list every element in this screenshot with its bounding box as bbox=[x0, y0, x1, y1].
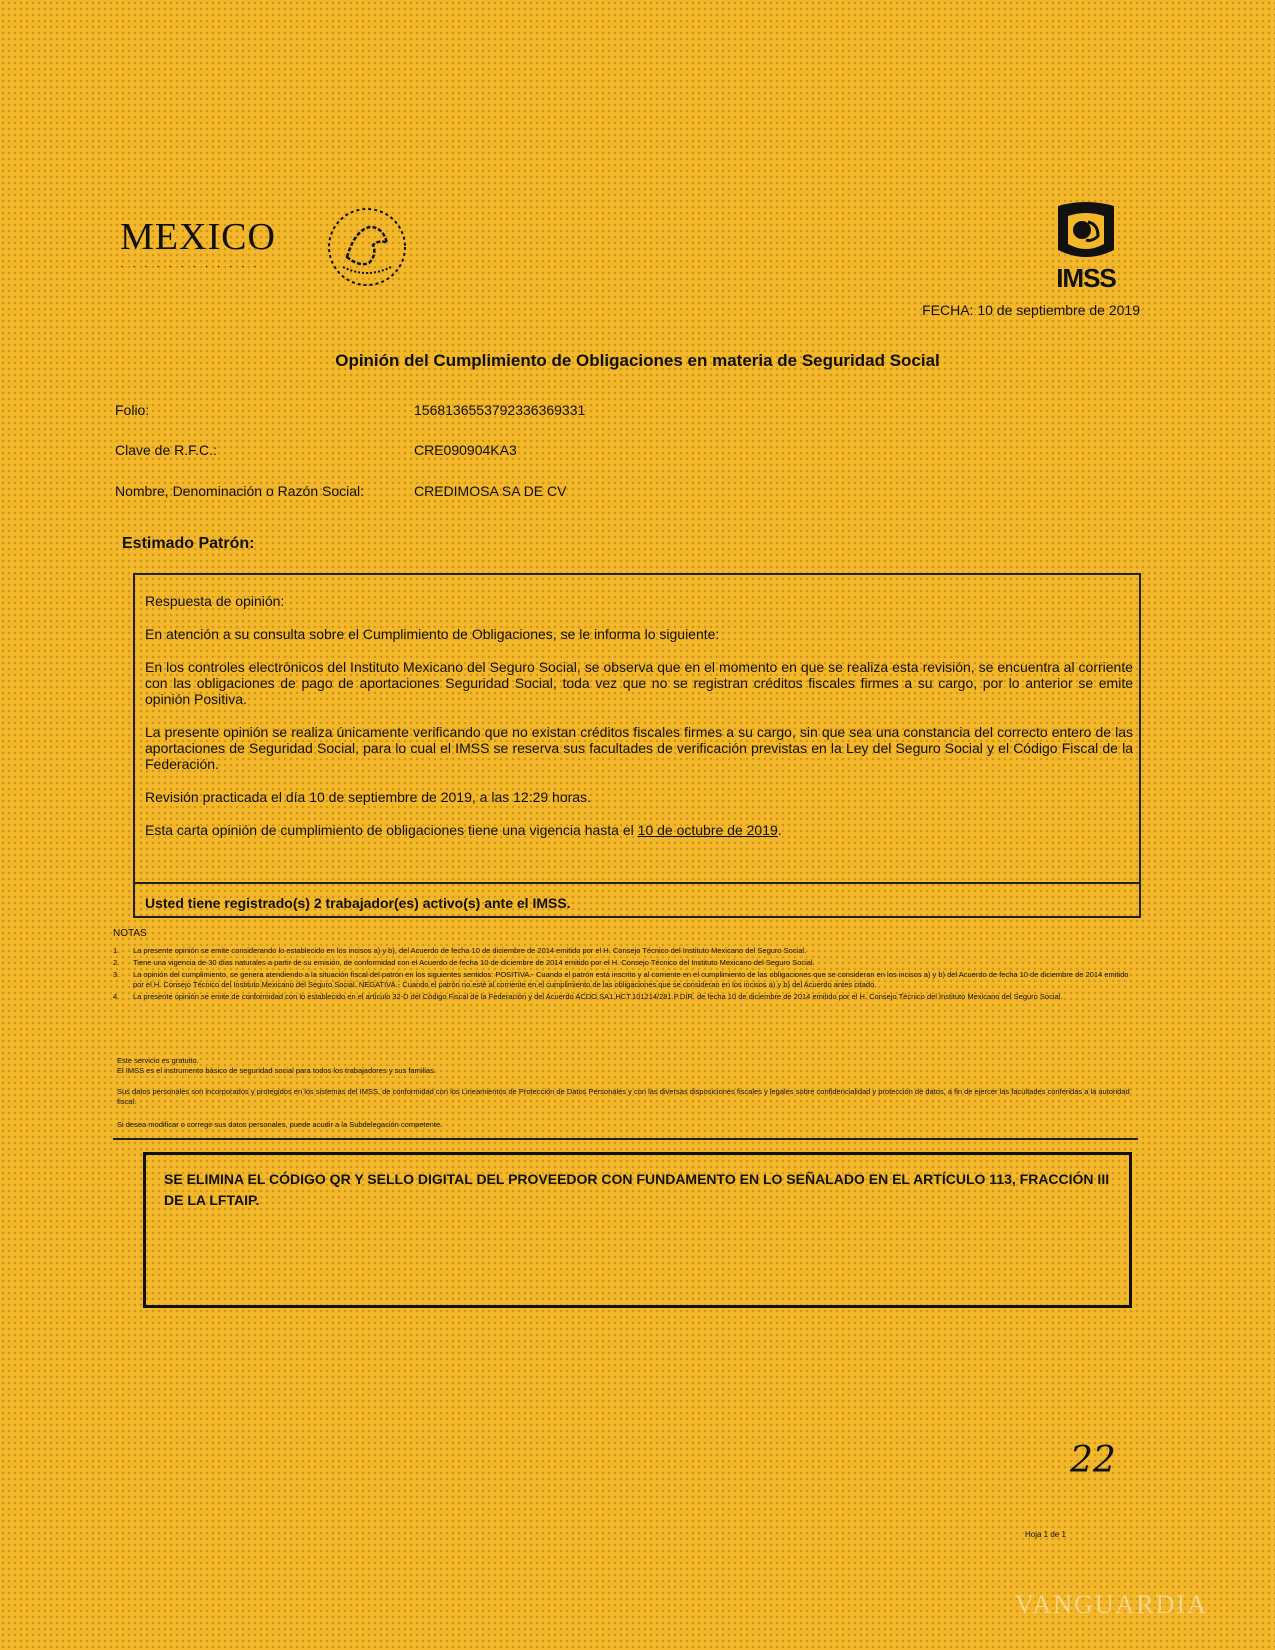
validity-date: 10 de octubre de 2019 bbox=[637, 822, 778, 838]
folio-label: Folio: bbox=[115, 402, 150, 418]
coat-of-arms-seal-icon bbox=[325, 205, 410, 290]
note-text: La opinión del cumplimiento, se genera atendiendo a la situación fiscal del patrón en los siguientes sentidos: POSITIVA.- Cuando el patrón está inscrito y al corriente en el cumplimiento de las obligaciones que se consideran en los incisos a) y b) del Acuerdo de fecha 10 de diciembre de 2014 emitido por el H. Consejo Técnico del Instituto Mexicano del Seguro Social. NEGATIVA.- Cuando el patrón no esté al corriente en el cumplimiento de las obligaciones que se consideran en los incisos a) y b) del Acuerdo antes citado. bbox=[133, 970, 1129, 989]
razon-social-value: CREDIMOSA SA DE CV bbox=[414, 483, 567, 499]
note-text: La presente opinión se emite de conformidad con lo establecido en el artículo 32-D del Código Fiscal de la Federación y del Acuerdo ACDO.SA1.HCT.101214/281.P.DIR. de fecha 10 de diciembre de 2014 emitido por el H. Consejo Técnico del Instituto Mexicano del Seguro Social. bbox=[133, 992, 1063, 1001]
validity-prefix: Esta carta opinión de cumplimiento de obligaciones tiene una vigencia hasta el bbox=[145, 822, 638, 838]
note-item bbox=[113, 946, 1138, 956]
note-number: 2. bbox=[113, 958, 120, 967]
rfc-value: CRE090904KA3 bbox=[414, 442, 517, 458]
note-number: 3. bbox=[113, 970, 120, 979]
redaction-notice: SE ELIMINA EL CÓDIGO QR Y SELLO DIGITAL DEL PROVEEDOR CON FUNDAMENTO EN LO SEÑALADO EN EL ARTÍCULO 113, FRACCIÓN III DE LA LFTAIP. bbox=[164, 1171, 1110, 1208]
note-number: 4. bbox=[113, 992, 120, 1001]
box-divider bbox=[135, 882, 1139, 884]
folio-value: 1568136553792336369331 bbox=[414, 402, 586, 418]
notes-title: NOTAS bbox=[113, 928, 147, 939]
rfc-label: Clave de R.F.C.: bbox=[115, 442, 217, 458]
mexico-logo-underline: · · · · · · · · · · · · bbox=[120, 261, 260, 272]
watermark: VANGUARDIA bbox=[1015, 1590, 1208, 1619]
notes-list bbox=[113, 946, 1138, 1004]
note-item bbox=[113, 970, 1138, 990]
imss-logo-text: IMSS bbox=[1056, 263, 1116, 293]
greeting: Estimado Patrón: bbox=[122, 535, 255, 552]
info-data-correction: Si desea modificar o corregir sus datos personales, puede acudir a la Subdelegación competente. bbox=[117, 1120, 443, 1129]
info-imss-mission: El IMSS es el instrumento básico de seguridad social para todos los trabajadores y sus familias. bbox=[117, 1066, 436, 1075]
note-item bbox=[113, 992, 1138, 1002]
validity-paragraph bbox=[145, 822, 1133, 838]
opinion-heading: Respuesta de opinión: bbox=[145, 593, 285, 609]
page-indicator: Hoja 1 de 1 bbox=[1025, 1530, 1066, 1539]
section-divider bbox=[113, 1138, 1138, 1140]
note-text: Tiene una vigencia de 30 días naturales a partir de su emisión, de conformidad con el Acuerdo de fecha 10 de diciembre de 2014 emitido por el H. Consejo Técnico del Instituto Mexicano del Seguro Social. bbox=[133, 958, 815, 967]
document-title: Opinión del Cumplimiento de Obligaciones en materia de Seguridad Social bbox=[335, 351, 940, 370]
mexico-logo bbox=[120, 215, 290, 285]
document-date: FECHA: 10 de septiembre de 2019 bbox=[922, 302, 1140, 318]
redaction-box bbox=[143, 1152, 1132, 1308]
opinion-result-paragraph: En los controles electrónicos del Instituto Mexicano del Seguro Social, se observa que en el momento en que se realiza esta revisión, se encuentra al corriente con las obligaciones de pago de aportaciones Seguridad Social, toda vez que no se registran créditos fiscales firmes a su cargo, por lo anterior se emite opinión Positiva. bbox=[145, 659, 1133, 707]
note-text: La presente opinión se emite considerando lo establecido en los incisos a) y b), del Acuerdo de fecha 10 de diciembre de 2014 emitido por el H. Consejo Técnico del Instituto Mexicano del Seguro Social. bbox=[133, 946, 807, 955]
imss-emblem-icon bbox=[1052, 200, 1120, 262]
info-free-service: Este servicio es gratuito. bbox=[117, 1056, 199, 1065]
validity-suffix: . bbox=[777, 822, 782, 838]
note-number: 1. bbox=[113, 946, 120, 955]
opinion-intro: En atención a su consulta sobre el Cumplimiento de Obligaciones, se le informa lo siguiente: bbox=[145, 626, 720, 642]
handwritten-page-number: 22 bbox=[1070, 1440, 1116, 1481]
razon-social-label: Nombre, Denominación o Razón Social: bbox=[115, 483, 365, 499]
imss-logo bbox=[1050, 200, 1122, 293]
note-item bbox=[113, 958, 1138, 968]
opinion-box bbox=[133, 573, 1141, 918]
info-data-protection: Sus datos personales son incorporados y protegidos en los sistemas del IMSS, de conformidad con los Lineamientos de Protección de Datos Personales y con las diversas disposiciones fiscales y legales sobre confidencialidad y protección de datos, a fin de ejercer las facultades conferidas a la autoridad fiscal. bbox=[117, 1087, 1130, 1106]
revision-timestamp: Revisión practicada el día 10 de septiembre de 2019, a las 12:29 horas. bbox=[145, 789, 591, 805]
workers-count: Usted tiene registrado(s) 2 trabajador(es) activo(s) ante el IMSS. bbox=[145, 895, 571, 911]
opinion-disclaimer-paragraph: La presente opinión se realiza únicamente verificando que no existan créditos fiscales firmes a su cargo, sin que sea una constancia del correcto entero de las aportaciones de Seguridad Social, para lo cual el IMSS se reserva sus facultades de verificación previstas en la Ley del Seguro Social y el Código Fiscal de la Federación. bbox=[145, 724, 1133, 772]
mexico-logo-text: MEXICO bbox=[120, 216, 276, 258]
opinion-content bbox=[145, 593, 1133, 855]
